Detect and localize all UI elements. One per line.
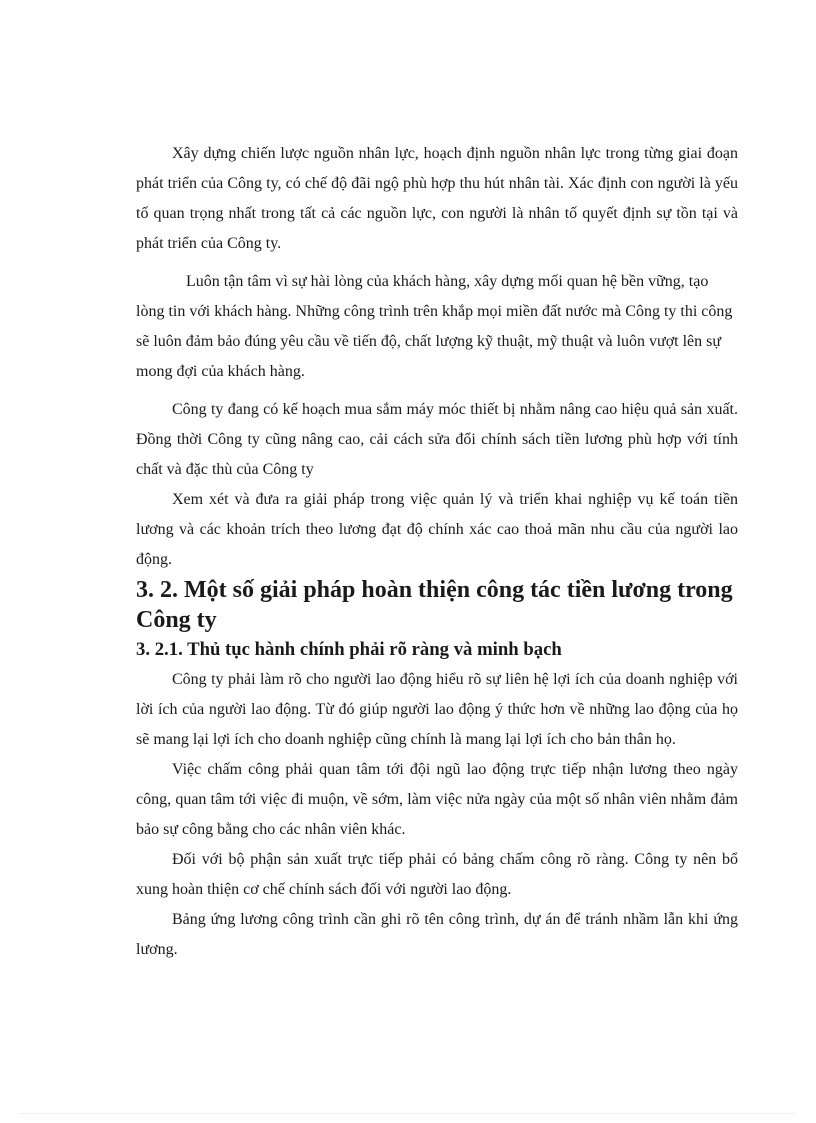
paragraph-equipment-plan: Công ty đang có kế hoạch mua sắm máy móc thiết bị nhằm nâng cao hiệu quả sản xuất. Đồng thời Công ty cũng nâng cao, cải cách sửa đổi chính sách tiền lương phù hợp với tính chất và đặc thù của Công ty bbox=[136, 401, 738, 478]
section-heading: 3. 2. Một số giải pháp hoàn thiện công tác tiền lương trong Công ty bbox=[136, 577, 733, 633]
paragraph-salary-advance: Bảng ứng lương công trình cần ghi rõ tên công trình, dự án để tránh nhầm lẫn khi ứng lương. bbox=[136, 911, 738, 958]
paragraph-accounting-solution: Xem xét và đưa ra giải pháp trong việc quản lý và triển khai nghiệp vụ kế toán tiền lương và các khoản trích theo lương đạt độ chính xác cao thoả mãn nhu cầu của người lao động. bbox=[136, 491, 738, 568]
subsection-heading: 3. 2.1. Thủ tục hành chính phải rõ ràng và minh bạch bbox=[136, 639, 562, 660]
paragraph-timekeeping: Việc chấm công phải quan tâm tới đội ngũ lao động trực tiếp nhận lương theo ngày công, quan tâm tới việc đi muộn, về sớm, làm việc nửa ngày của một số nhân viên nhằm đảm bảo sự công bằng cho các nhân viên khác. bbox=[136, 761, 738, 838]
document-body bbox=[136, 139, 738, 965]
paragraph-clarify-benefits: Công ty phải làm rõ cho người lao động hiểu rõ sự liên hệ lợi ích của doanh nghiệp với lời ích của người lao động. Từ đó giúp người lao động ý thức hơn về những lao động của họ sẽ mang lại lợi ích cho doanh nghiệp cũng chính là mang lại lợi ích cho bản thân họ. bbox=[136, 671, 738, 748]
paragraph-customer-satisfaction: Luôn tận tâm vì sự hài lòng của khách hàng, xây dựng mối quan hệ bền vững, tạo lòng tin với khách hàng. Những công trình trên khắp mọi miền đất nước mà Công ty thi công sẽ luôn đảm bảo đúng yêu cầu về tiến độ, chất lượng kỹ thuật, mỹ thuật và luôn vượt lên sự mong đợi của khách hàng. bbox=[136, 273, 733, 380]
paragraph-hr-strategy: Xây dựng chiến lược nguồn nhân lực, hoạch định nguồn nhân lực trong từng giai đoạn phát triển của Công ty, có chế độ đãi ngộ phù hợp thu hút nhân tài. Xác định con người là yếu tố quan trọng nhất trong tất cả các nguồn lực, con người là nhân tố quyết định sự tồn tại và phát triển của Công ty. bbox=[136, 145, 738, 252]
page-bottom-divider bbox=[20, 1113, 796, 1114]
paragraph-production-dept: Đối với bộ phận sản xuất trực tiếp phải có bảng chấm công rõ ràng. Công ty nên bổ xung hoàn thiện cơ chế chính sách đối với người lao động. bbox=[136, 851, 738, 898]
